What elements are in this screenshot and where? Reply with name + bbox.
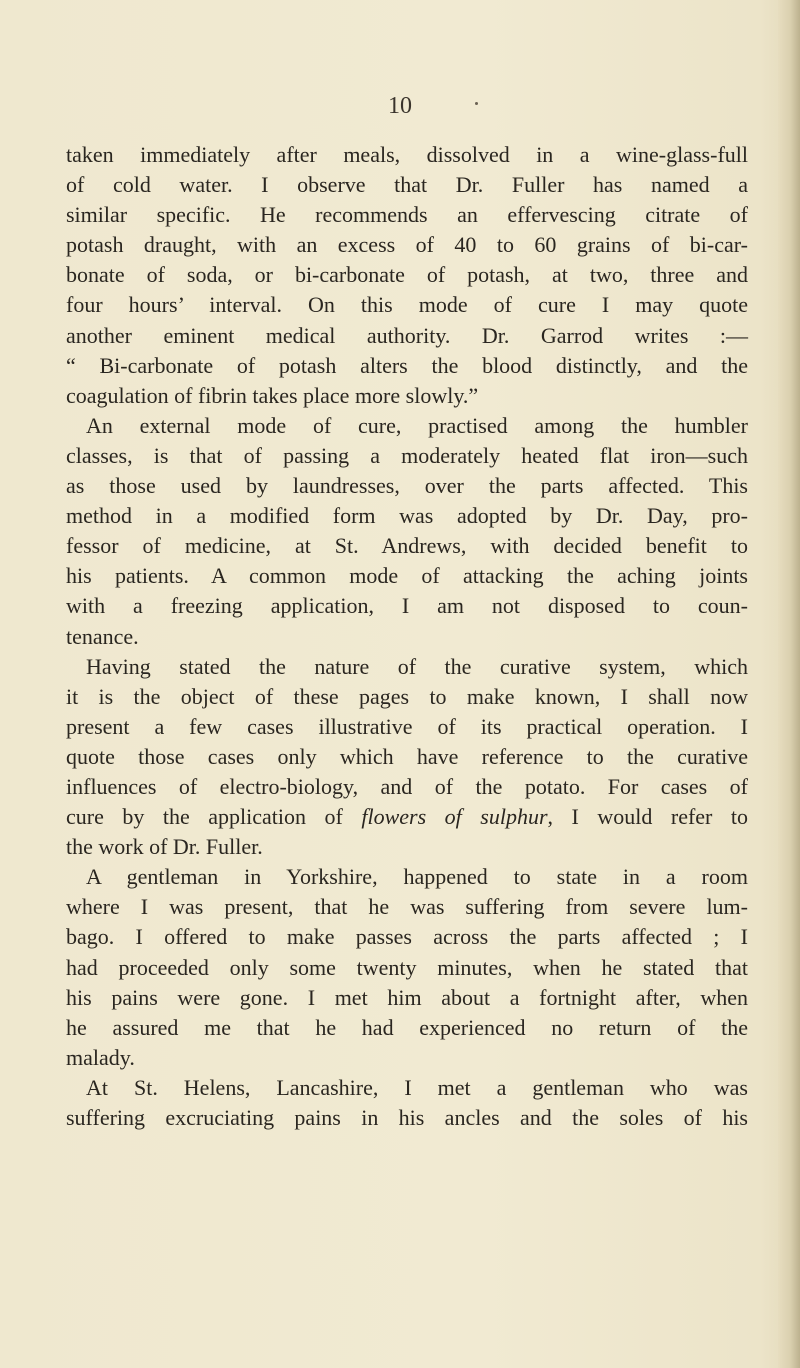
text-line: coagulation of fibrin takes place more slowly.” (66, 382, 479, 408)
text-line: Having stated the nature of the curative system, which (86, 653, 748, 679)
text-line: fessor of medicine, at St. Andrews, with decided benefit to (66, 533, 748, 559)
text-line: taken immediately after meals, dissolved in a wine-glass-full (66, 142, 748, 167)
text-line: with a freezing application, I am not disposed to coun- (66, 593, 748, 619)
text-line: bonate of soda, or bi-carbonate of potash, at two, three and (66, 262, 748, 288)
text-line: the work of Dr. Fuller. (66, 834, 263, 860)
text-line: his patients. A common mode of attacking the aching joints (66, 563, 748, 589)
body-text (66, 140, 748, 1133)
text-line: he assured me that he had experienced no return of the (66, 1014, 748, 1040)
italic-text: flowers of sulphur (361, 804, 548, 830)
text-line: classes, is that of passing a moderately heated flat iron—such (66, 442, 748, 468)
text-segment: , I would refer to (547, 804, 748, 830)
text-line: “ Bi-carbonate of potash alters the blood distinctly, and the (66, 352, 748, 378)
text-line: tenance. (66, 623, 139, 649)
text-line: his pains were gone. I met him about a fortnight after, when (66, 984, 748, 1010)
page-edge-shadow (778, 0, 800, 1368)
text-line: method in a modified form was adopted by Dr. Day, pro- (66, 503, 748, 529)
text-line: bago. I offered to make passes across the parts affected ; I (66, 924, 748, 950)
text-line: as those used by laundresses, over the parts affected. This (66, 473, 748, 499)
text-line: present a few cases illustrative of its practical operation. I (66, 713, 748, 739)
text-line: influences of electro-biology, and of the potato. For cases of (66, 773, 748, 799)
text-line: malady. (66, 1044, 135, 1070)
text-line: A gentleman in Yorkshire, happened to state in a room (86, 864, 748, 890)
ink-speck (475, 102, 478, 105)
text-line: At St. Helens, Lancashire, I met a gentleman who was (86, 1074, 748, 1100)
text-line: An external mode of cure, practised among the humbler (86, 412, 748, 438)
text-line (66, 802, 748, 832)
text-line: had proceeded only some twenty minutes, when he stated that (66, 954, 748, 980)
text-line: similar specific. He recommends an effervescing citrate of (66, 202, 748, 228)
text-segment: cure by the application of (66, 804, 362, 830)
text-line: suffering excruciating pains in his ancles and the soles of his (66, 1105, 748, 1130)
text-line: it is the object of these pages to make known, I shall now (66, 683, 748, 709)
text-line: quote those cases only which have reference to the curative (66, 743, 748, 769)
text-line: where I was present, that he was suffering from severe lum- (66, 894, 748, 920)
text-line: another eminent medical authority. Dr. Garrod writes :— (66, 322, 748, 348)
text-line: potash draught, with an excess of 40 to 60 grains of bi-car- (66, 232, 748, 258)
text-line: of cold water. I observe that Dr. Fuller has named a (66, 172, 748, 198)
page-number: 10 (388, 93, 412, 119)
text-line: four hours’ interval. On this mode of cure I may quote (66, 292, 748, 318)
